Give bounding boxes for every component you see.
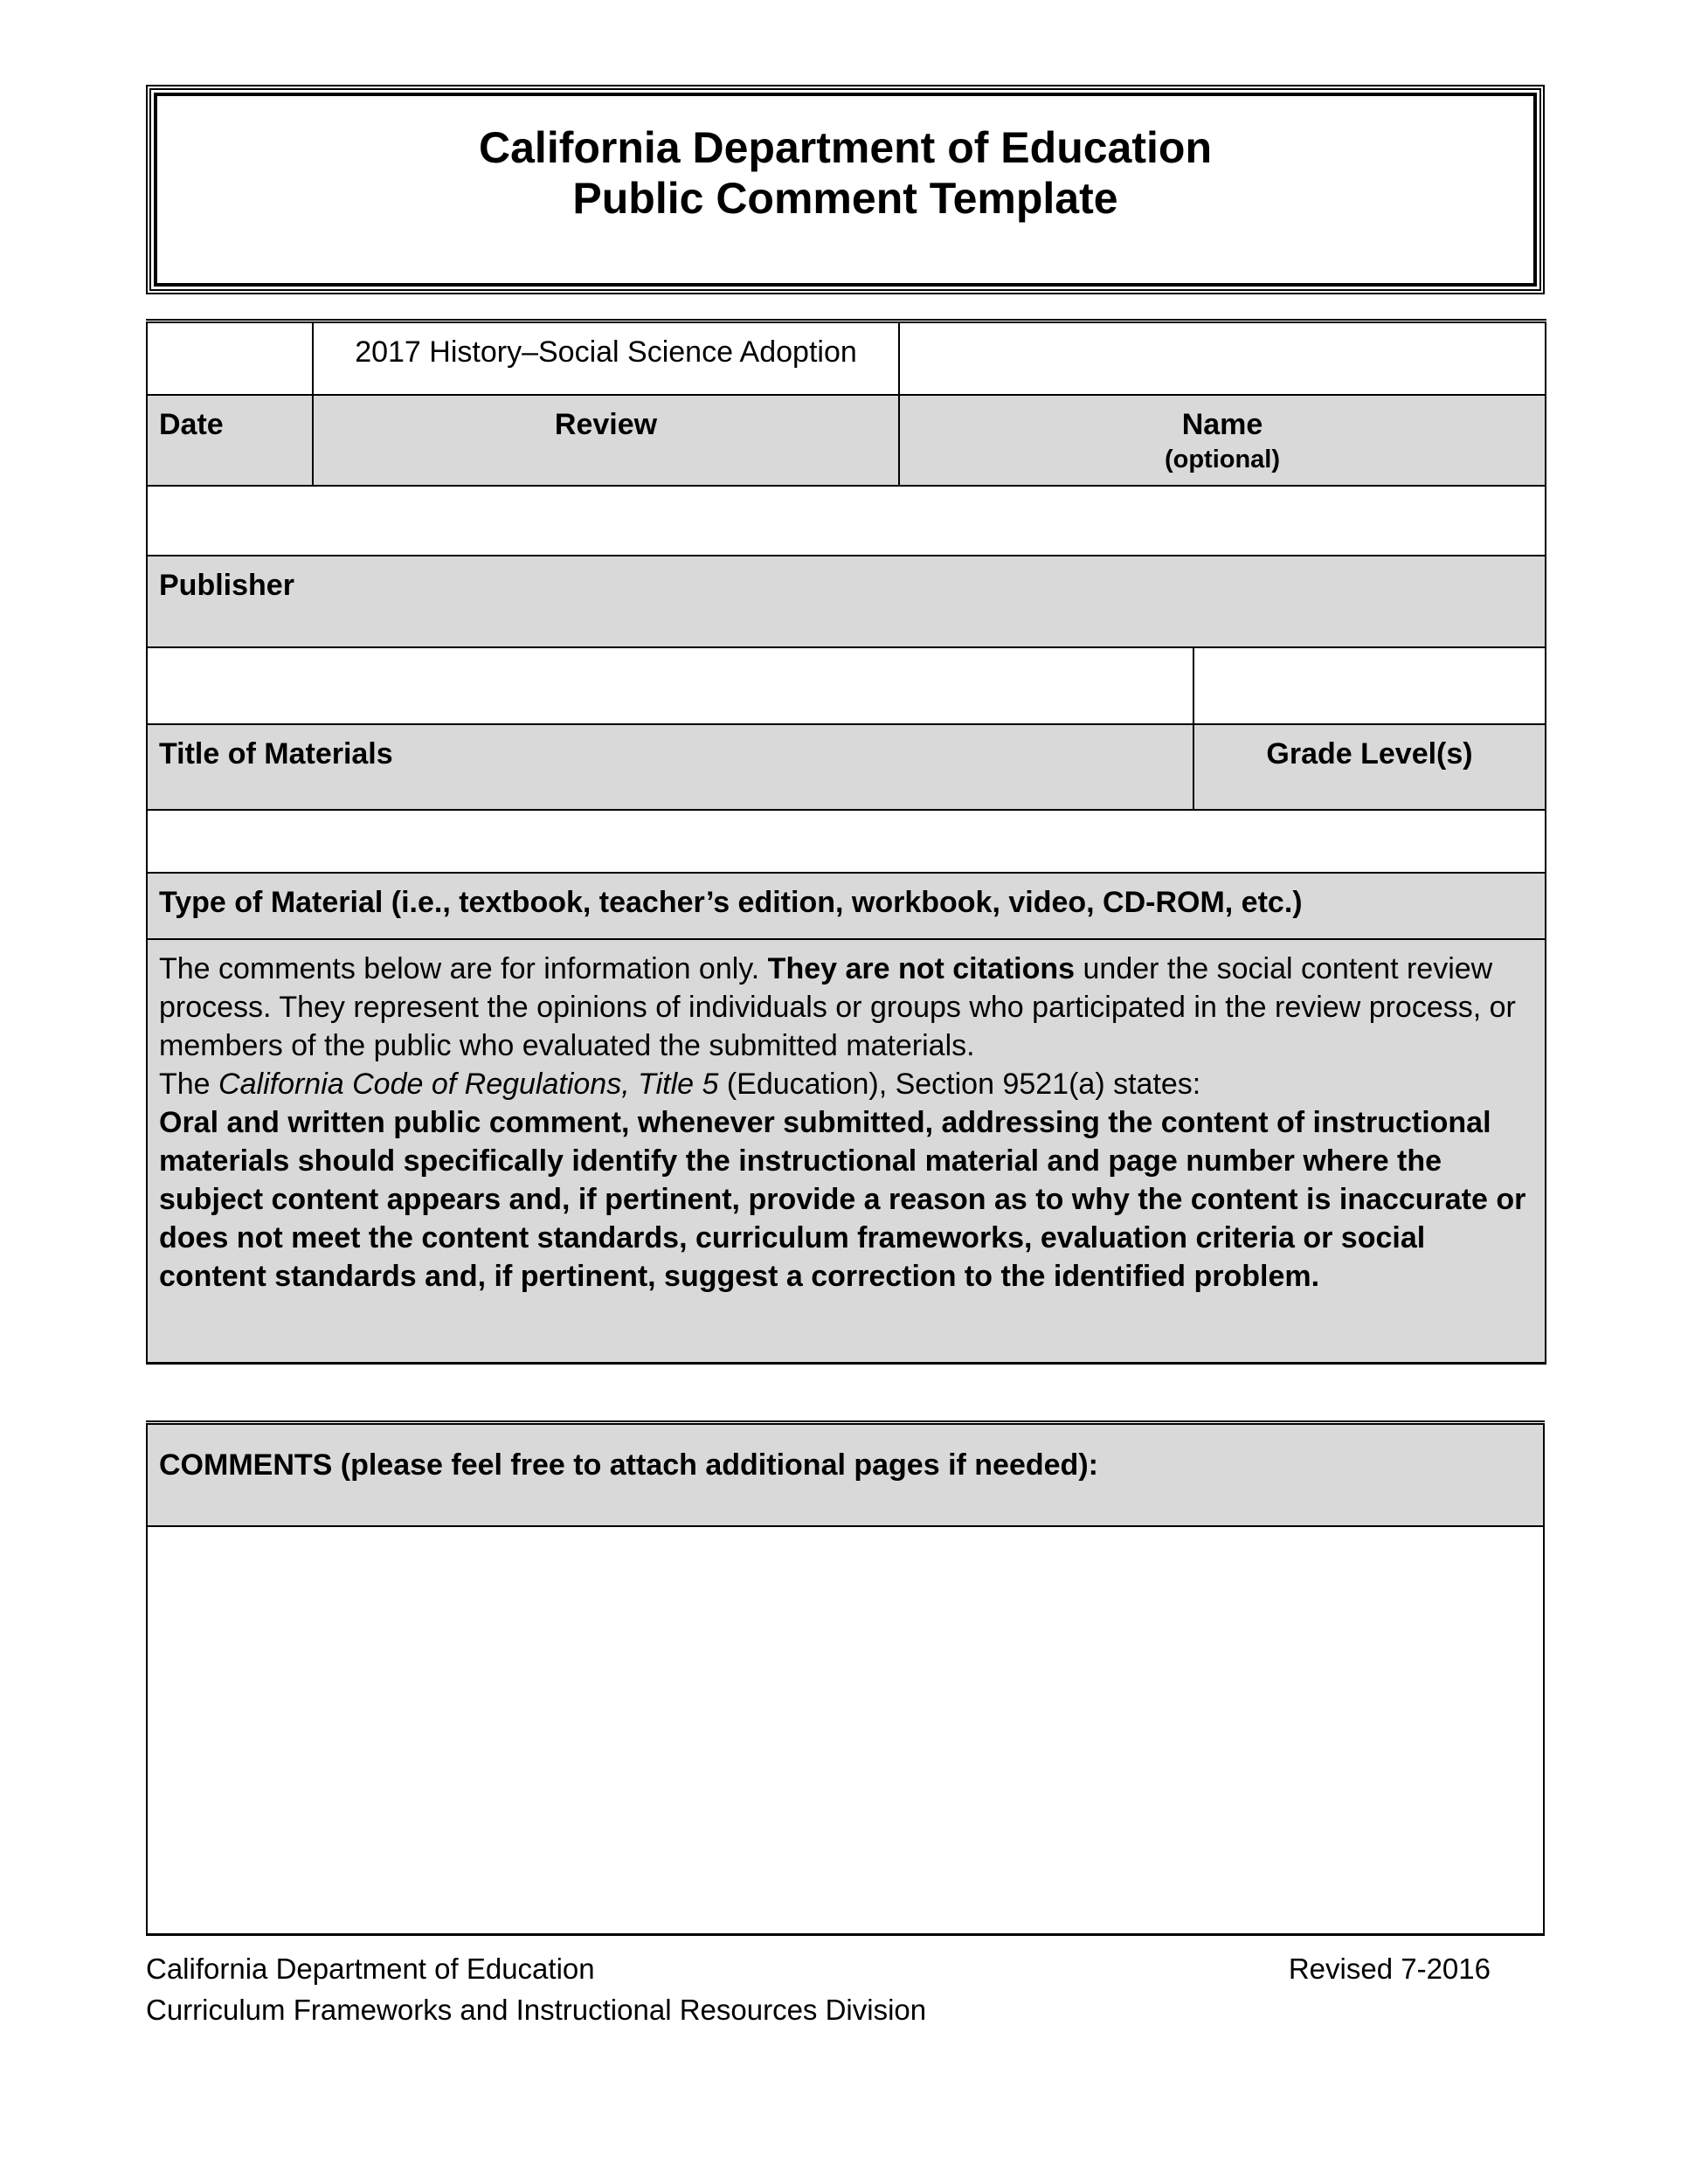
name-header-cell: [899, 395, 1546, 486]
comments-header-row: [147, 1423, 1544, 1526]
publisher-header-row: [147, 556, 1546, 647]
document-title-line1: California Department of Education: [479, 123, 1212, 172]
comments-input-area[interactable]: [147, 1526, 1544, 1935]
comments-body-row: [147, 1526, 1544, 1935]
footer-revision-date: Revised 7-2016: [1288, 1952, 1491, 1985]
footer-division-line: Curriculum Frameworks and Instructional Resources Division: [146, 1994, 927, 2026]
date-review-name-input-cell[interactable]: [147, 486, 1546, 556]
title-materials-header-row: [147, 724, 1546, 810]
title-materials-input-row: [147, 810, 1546, 873]
adoption-row: [147, 321, 1546, 395]
date-header-cell: Date: [147, 395, 313, 486]
notice-p1-after-text: under the social content review process. They represent the opinions of individuals or groups who participated in the review process, or members of the public who evaluated the submitted materials.: [159, 951, 1516, 1062]
date-review-name-input-row: [147, 486, 1546, 556]
notice-text-cell: [147, 939, 1546, 1364]
comments-table: [146, 1420, 1545, 1936]
footer-left-block: [146, 1948, 926, 2030]
type-of-material-header-cell: Type of Material (i.e., textbook, teacher’s edition, workbook, video, CD-ROM, etc.): [147, 873, 1546, 939]
notice-paragraph-1: [159, 950, 1533, 1065]
adoption-title-cell: 2017 History–Social Science Adoption: [313, 321, 899, 395]
type-of-material-header-row: [147, 873, 1546, 939]
notice-p1-bold-text: They are not citations: [767, 951, 1076, 985]
title-box-middle-frame: [149, 88, 1541, 291]
name-optional-sublabel: (optional): [1164, 445, 1281, 473]
title-of-materials-header-cell: Title of Materials: [147, 724, 1193, 810]
name-header-label: Name: [1181, 407, 1263, 441]
notice-row: [147, 939, 1546, 1364]
notice-p1-text: The comments below are for information only.: [159, 951, 768, 985]
title-box-inner-frame: [154, 93, 1537, 287]
review-header-cell: Review: [313, 395, 899, 486]
title-of-materials-input-cell[interactable]: [147, 810, 1546, 873]
notice-paragraph-3-regulation-quote: Oral and written public comment, whenever submitted, addressing the content of instructional materials should specifically identify the instructional material and page number where the subject content appears and, if pertinent, provide a reason as to why the content is inaccurate or does not meet the content standards, curriculum frameworks, evaluation criteria or social content standards and, if pertinent, suggest a correction to the identified problem.: [159, 1105, 1526, 1293]
notice-p2-after-text: (Education), Section 9521(a) states:: [718, 1067, 1201, 1101]
comments-header-cell: COMMENTS (please feel free to attach additional pages if needed):: [147, 1423, 1544, 1526]
publisher-input-cell[interactable]: [147, 647, 1193, 724]
footer-department-line: California Department of Education: [146, 1952, 595, 1985]
publisher-input-row: [147, 647, 1546, 724]
form-table: [146, 319, 1546, 1365]
page-footer: [146, 1948, 1545, 2030]
date-review-name-header-row: [147, 395, 1546, 486]
grade-levels-input-cell[interactable]: [1193, 647, 1546, 724]
adoption-row-empty-right-cell: [899, 321, 1546, 395]
title-box: [146, 85, 1545, 294]
document-title-line2: Public Comment Template: [572, 174, 1118, 223]
publisher-header-cell: Publisher: [147, 556, 1546, 647]
adoption-row-empty-left-cell: [147, 321, 313, 395]
notice-p2-italic-citation: California Code of Regulations, Title 5: [218, 1067, 719, 1101]
grade-levels-header-cell: Grade Level(s): [1193, 724, 1546, 810]
notice-paragraph-2: [159, 1065, 1533, 1103]
notice-p2-text: The: [159, 1067, 219, 1101]
